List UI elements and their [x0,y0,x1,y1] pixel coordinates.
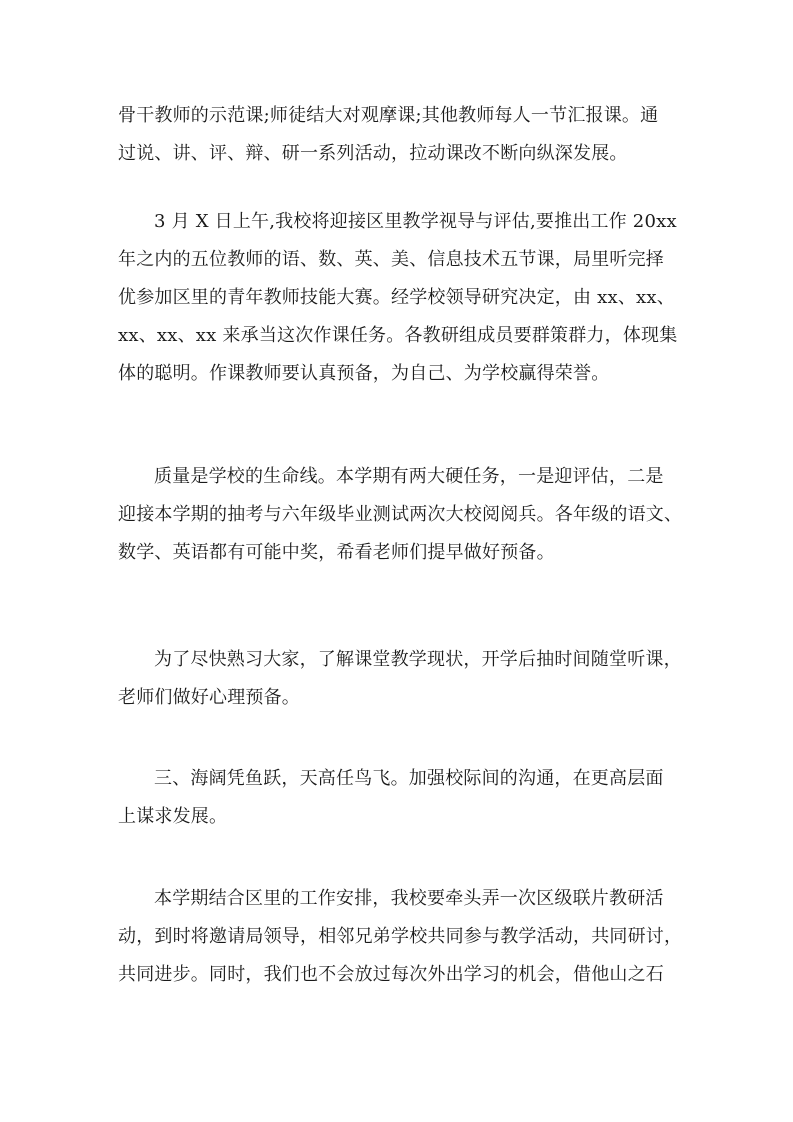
text-line: 迎接本学期的抽考与六年级毕业测试两次大校阅阅兵。各年级的语文、 [118,504,683,525]
text-line: 质量是学校的生命线。本学期有两大硬任务，一是迎评估，二是 [154,466,664,487]
text-line: 优参加区里的青年教师技能大赛。经学校领导研究决定，由 xx、xx、 [118,287,675,308]
text-line: 本学期结合区里的工作安排，我校要牵头弄一次区级联片教研活 [154,888,664,909]
text-line: 3 月 X 日上午,我校将迎接区里教学视导与评估,要推出工作 20xx [154,211,677,232]
text-line: 为了尽快熟习大家，了解课堂教学现状，开学后抽时间随堂听课， [154,649,682,670]
paragraph-demo-lessons [118,97,686,173]
paragraph-joint-research [118,880,686,994]
text-line: 骨干教师的示范课;师徒结大对观摩课;其他教师每人一节汇报课。通 [118,105,659,126]
text-line: 体的聪明。作课教师要认真预备，为自己、为学校赢得荣誉。 [118,363,610,384]
text-line: 数学、英语都有可能中奖，希看老师们提早做好预备。 [118,542,555,563]
text-line: 动，到时将邀请局领导，相邻兄弟学校共同参与教学活动，共同研讨， [118,926,683,947]
text-line: 共同进步。同时，我们也不会放过每次外出学习的机会，借他山之石 [118,964,664,985]
paragraph-section-three [118,760,686,836]
text-line: 三、海阔凭鱼跃，天高任鸟飞。加强校际间的沟通，在更高层面 [154,768,664,789]
text-line: 年之内的五位教师的语、数、英、美、信息技术五节课，局里听完择 [118,249,664,270]
text-line: 上谋求发展。 [118,806,228,827]
paragraph-quality [118,458,686,572]
paragraph-inspection [118,203,686,393]
text-line: xx、xx、xx 来承当这次作课任务。各教研组成员要群策群力，体现集 [118,325,678,346]
paragraph-classroom-visits [118,641,686,717]
text-line: 过说、讲、评、辩、研一系列活动，拉动课改不断向纵深发展。 [118,143,628,164]
text-line: 老师们做好心理预备。 [118,687,300,708]
